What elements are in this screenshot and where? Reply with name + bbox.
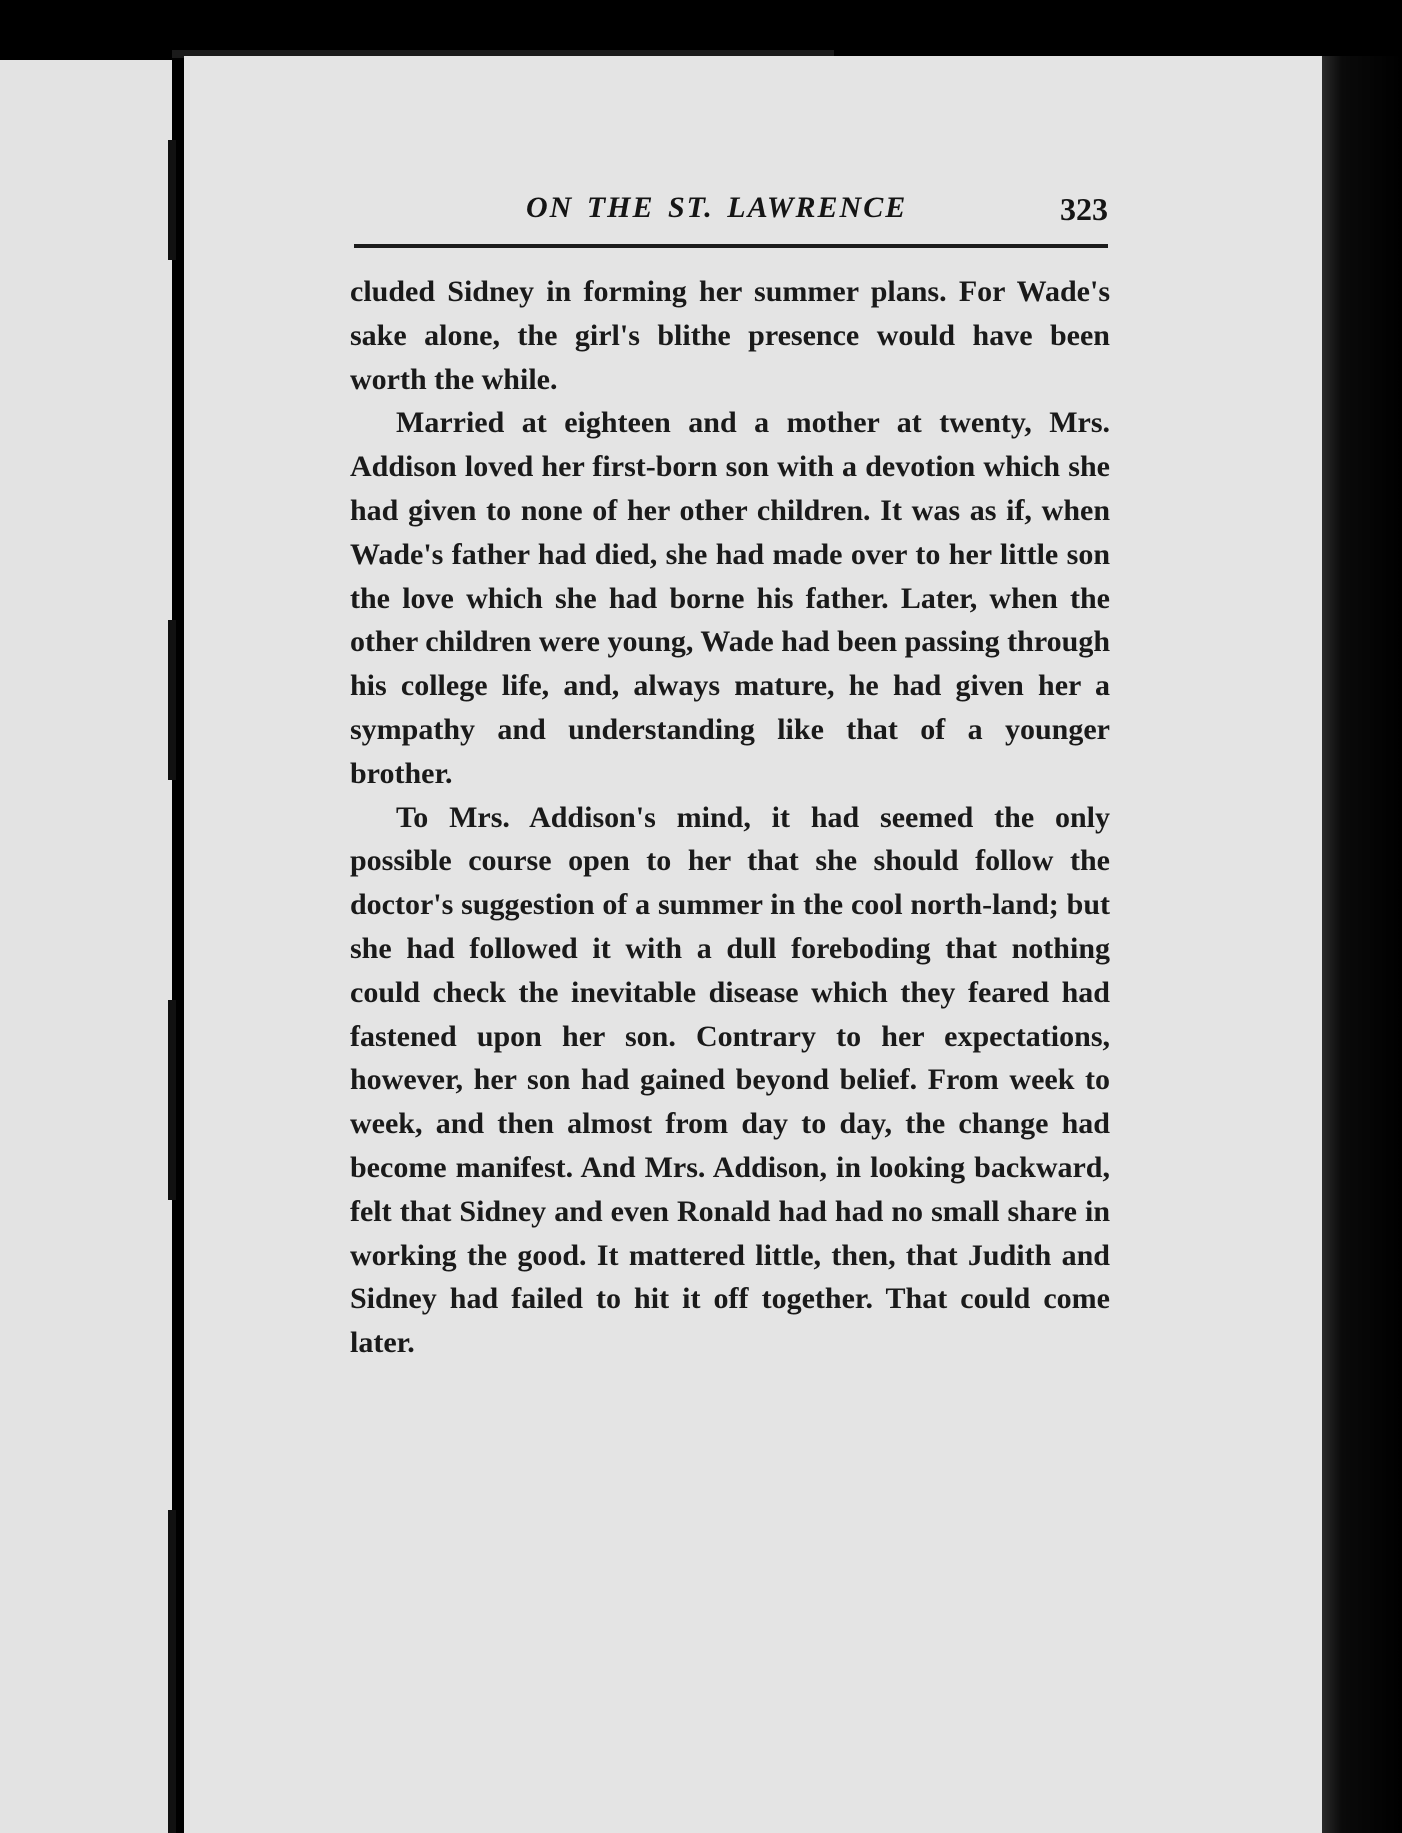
paragraph: To Mrs. Addison's mind, it had seemed the only possible course open to her that she should follow the doctor's suggestion of a summer in the cool north-land; but she had followed it with a dull foreboding that nothing could check the inevitable disease which they feared had fastened upon her son. Contrary to her expectations, however, her son had gained beyond belief. From week to week, and then almost from day to day, the change had become manifest. And Mrs. Addison, in looking backward, felt that Sidney and even Ronald had had no small share in working the good. It mattered little, then, that Judith and Sidney had failed to hit it off together. That could come later. — [350, 800, 1110, 1360]
gutter-shadow — [168, 620, 176, 780]
gutter-shadow — [168, 1000, 176, 1200]
running-head — [354, 185, 1108, 233]
gutter-shadow — [168, 140, 176, 260]
paragraph: Married at eighteen and a mother at twenty, Mrs. Addison loved her first-born son with a devotion which she had given to none of her other children. It was as if, when Wade's father had died, she had made over to her little son the love which she had borne his father. Later, when the other children were young, Wade had been passing through his college life, and, always mature, he had given her a sympathy and understanding like that of a younger brother. — [350, 406, 1110, 790]
running-title: ON THE ST. LAWRENCE — [526, 191, 908, 224]
gutter-shadow — [168, 1510, 176, 1833]
body-text — [350, 270, 1110, 1365]
paragraph: cluded Sidney in forming her summer plans. For Wade's sake alone, the girl's blithe presence would have been worth the while. — [350, 275, 1110, 396]
facing-page-edge — [0, 60, 172, 1833]
page-number: 323 — [1060, 191, 1108, 227]
page-edge-shadow — [1322, 56, 1402, 1833]
header-rule — [354, 244, 1108, 248]
